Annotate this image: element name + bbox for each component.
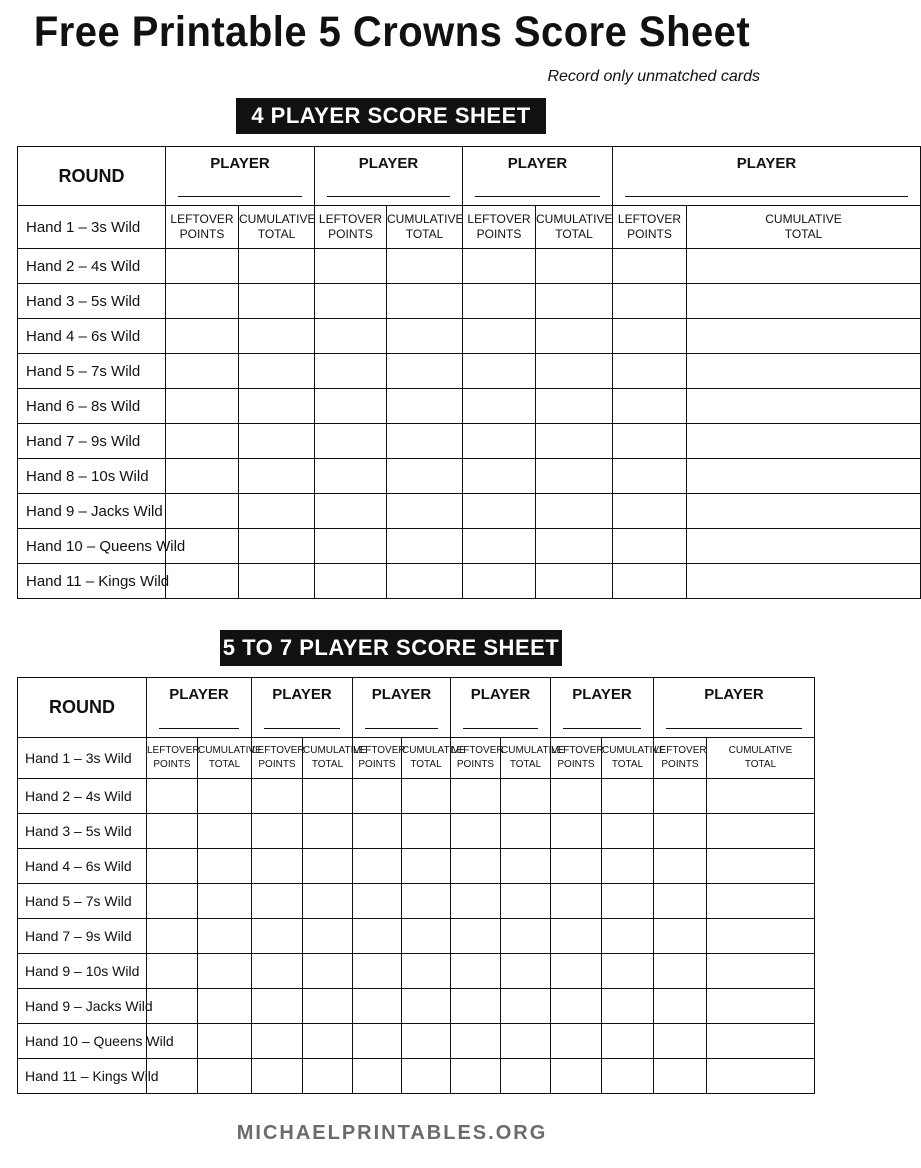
leftover-points-cell[interactable]	[252, 1024, 303, 1059]
leftover-points-header: LEFTOVER POINTS	[463, 206, 536, 249]
leftover-points-cell[interactable]	[654, 989, 707, 1024]
leftover-points-cell[interactable]	[463, 564, 536, 599]
cumulative-total-cell[interactable]	[239, 249, 315, 284]
five-to-seven-player-banner: 5 TO 7 PLAYER SCORE SHEET	[220, 630, 562, 666]
cumulative-total-cell[interactable]	[687, 389, 921, 424]
leftover-points-cell[interactable]	[654, 1024, 707, 1059]
round-label: Hand 10 – Queens Wild	[18, 1024, 147, 1059]
hand-row	[18, 779, 815, 814]
cumulative-total-cell[interactable]	[402, 814, 451, 849]
cumulative-total-cell[interactable]	[602, 814, 654, 849]
leftover-points-cell[interactable]	[451, 884, 501, 919]
cumulative-total-cell[interactable]	[536, 319, 613, 354]
cumulative-total-cell[interactable]	[402, 954, 451, 989]
cumulative-total-cell[interactable]	[501, 919, 551, 954]
cumulative-total-cell[interactable]	[501, 814, 551, 849]
cumulative-total-cell[interactable]	[602, 884, 654, 919]
cumulative-total-header: CUMULATIVE TOTAL	[239, 206, 315, 249]
leftover-points-cell[interactable]	[613, 284, 687, 319]
cumulative-total-cell[interactable]	[198, 919, 252, 954]
cumulative-total-cell[interactable]	[198, 884, 252, 919]
player-name-cell[interactable]	[463, 147, 613, 206]
leftover-points-cell[interactable]	[315, 564, 387, 599]
leftover-points-cell[interactable]	[451, 1024, 501, 1059]
cumulative-total-header: CUMULATIVE TOTAL	[501, 738, 551, 779]
round-label: Hand 9 – Jacks Wild	[18, 494, 166, 529]
hand-row	[18, 1059, 815, 1094]
leftover-points-cell[interactable]	[166, 494, 239, 529]
round-label: Hand 1 – 3s Wild	[18, 738, 147, 779]
hand-row	[18, 564, 921, 599]
round-label: Hand 10 – Queens Wild	[18, 529, 166, 564]
leftover-points-header: LEFTOVER POINTS	[451, 738, 501, 779]
cumulative-total-cell[interactable]	[402, 1059, 451, 1094]
leftover-points-cell[interactable]	[654, 1059, 707, 1094]
cumulative-total-cell[interactable]	[687, 564, 921, 599]
cumulative-total-cell[interactable]	[198, 1059, 252, 1094]
leftover-points-cell[interactable]	[551, 849, 602, 884]
cumulative-total-cell[interactable]	[687, 319, 921, 354]
cumulative-total-cell[interactable]	[198, 849, 252, 884]
leftover-points-cell[interactable]	[463, 494, 536, 529]
cumulative-total-cell[interactable]	[536, 354, 613, 389]
cumulative-total-cell[interactable]	[239, 529, 315, 564]
cumulative-total-cell[interactable]	[303, 954, 353, 989]
leftover-points-cell[interactable]	[463, 529, 536, 564]
leftover-points-cell[interactable]	[147, 849, 198, 884]
player-header-row	[18, 147, 921, 206]
hand-row	[18, 849, 815, 884]
cumulative-total-cell[interactable]	[303, 1059, 353, 1094]
cumulative-total-cell[interactable]	[707, 814, 815, 849]
leftover-points-cell[interactable]	[654, 779, 707, 814]
cumulative-total-cell[interactable]	[501, 849, 551, 884]
cumulative-total-cell[interactable]	[303, 884, 353, 919]
cumulative-total-cell[interactable]	[602, 954, 654, 989]
hand-row	[18, 249, 921, 284]
hand-row	[18, 954, 815, 989]
cumulative-total-cell[interactable]	[198, 814, 252, 849]
player-name-cell[interactable]	[166, 147, 315, 206]
leftover-points-cell[interactable]	[613, 249, 687, 284]
player-label: PLAYER	[371, 686, 432, 703]
leftover-points-cell[interactable]	[551, 1024, 602, 1059]
round-label: Hand 1 – 3s Wild	[18, 206, 166, 249]
leftover-points-cell[interactable]	[551, 954, 602, 989]
player-label: PLAYER	[169, 686, 229, 703]
leftover-points-cell[interactable]	[613, 564, 687, 599]
leftover-points-header: LEFTOVER POINTS	[166, 206, 239, 249]
leftover-points-cell[interactable]	[315, 529, 387, 564]
leftover-points-cell[interactable]	[315, 459, 387, 494]
leftover-points-cell[interactable]	[463, 389, 536, 424]
player-name-cell[interactable]	[147, 678, 252, 738]
leftover-points-cell[interactable]	[353, 919, 402, 954]
cumulative-total-cell[interactable]	[536, 459, 613, 494]
leftover-points-cell[interactable]	[451, 919, 501, 954]
leftover-points-cell[interactable]	[147, 779, 198, 814]
cumulative-total-cell[interactable]	[387, 494, 463, 529]
leftover-points-cell[interactable]	[613, 529, 687, 564]
cumulative-total-cell[interactable]	[198, 779, 252, 814]
leftover-points-cell[interactable]	[166, 354, 239, 389]
player-name-line	[625, 196, 908, 197]
cumulative-total-cell[interactable]	[303, 919, 353, 954]
leftover-points-cell[interactable]	[166, 424, 239, 459]
subtitle-note: Record only unmatched cards	[547, 68, 760, 85]
leftover-points-cell[interactable]	[315, 424, 387, 459]
player-label: PLAYER	[572, 686, 632, 703]
cumulative-total-cell[interactable]	[707, 1024, 815, 1059]
leftover-points-cell[interactable]	[551, 989, 602, 1024]
leftover-points-cell[interactable]	[451, 814, 501, 849]
leftover-points-cell[interactable]	[654, 884, 707, 919]
cumulative-total-cell[interactable]	[239, 354, 315, 389]
player-name-line	[475, 196, 600, 197]
round-label: Hand 5 – 7s Wild	[18, 354, 166, 389]
cumulative-total-cell[interactable]	[501, 1059, 551, 1094]
player-label: PLAYER	[210, 155, 270, 172]
leftover-points-cell[interactable]	[166, 459, 239, 494]
leftover-points-cell[interactable]	[147, 814, 198, 849]
round-label: Hand 4 – 6s Wild	[18, 849, 147, 884]
cumulative-total-cell[interactable]	[687, 424, 921, 459]
cumulative-total-cell[interactable]	[536, 389, 613, 424]
cumulative-total-cell[interactable]	[536, 529, 613, 564]
leftover-points-cell[interactable]	[315, 354, 387, 389]
player-name-cell[interactable]	[353, 678, 451, 738]
cumulative-total-cell[interactable]	[707, 779, 815, 814]
leftover-points-cell[interactable]	[551, 814, 602, 849]
leftover-points-header: LEFTOVER POINTS	[353, 738, 402, 779]
leftover-points-cell[interactable]	[463, 249, 536, 284]
cumulative-total-cell[interactable]	[536, 249, 613, 284]
cumulative-total-header: CUMULATIVE TOTAL	[536, 206, 613, 249]
hand-row	[18, 814, 815, 849]
leftover-points-cell[interactable]	[463, 354, 536, 389]
cumulative-total-header: CUMULATIVE TOTAL	[687, 206, 921, 249]
leftover-points-cell[interactable]	[166, 284, 239, 319]
cumulative-total-cell[interactable]	[501, 954, 551, 989]
cumulative-total-cell[interactable]	[303, 779, 353, 814]
cumulative-total-cell[interactable]	[387, 389, 463, 424]
player-name-cell[interactable]	[451, 678, 551, 738]
leftover-points-cell[interactable]	[654, 814, 707, 849]
cumulative-total-header: CUMULATIVE TOTAL	[387, 206, 463, 249]
leftover-points-header: LEFTOVER POINTS	[551, 738, 602, 779]
leftover-points-cell[interactable]	[252, 1059, 303, 1094]
cumulative-total-header: CUMULATIVE TOTAL	[602, 738, 654, 779]
round-label: Hand 9 – 10s Wild	[18, 954, 147, 989]
cumulative-total-cell[interactable]	[602, 989, 654, 1024]
cumulative-total-cell[interactable]	[707, 989, 815, 1024]
player-name-cell[interactable]	[315, 147, 463, 206]
hand-row	[18, 989, 815, 1024]
leftover-points-cell[interactable]	[252, 849, 303, 884]
leftover-points-cell[interactable]	[451, 849, 501, 884]
cumulative-total-cell[interactable]	[501, 884, 551, 919]
subheader-row	[18, 206, 921, 249]
player-name-line	[563, 728, 641, 729]
cumulative-total-cell[interactable]	[687, 354, 921, 389]
subheader-row	[18, 738, 815, 779]
leftover-points-cell[interactable]	[315, 284, 387, 319]
leftover-points-cell[interactable]	[353, 884, 402, 919]
cumulative-total-cell[interactable]	[387, 319, 463, 354]
cumulative-total-cell[interactable]	[303, 1024, 353, 1059]
player-name-line	[365, 728, 438, 729]
cumulative-total-cell[interactable]	[402, 884, 451, 919]
cumulative-total-cell[interactable]	[402, 989, 451, 1024]
round-label: Hand 7 – 9s Wild	[18, 424, 166, 459]
cumulative-total-cell[interactable]	[707, 849, 815, 884]
hand-row	[18, 284, 921, 319]
hand-row	[18, 354, 921, 389]
cumulative-total-cell[interactable]	[387, 284, 463, 319]
cumulative-total-cell[interactable]	[402, 779, 451, 814]
round-label: Hand 9 – Jacks Wild	[18, 989, 147, 1024]
cumulative-total-cell[interactable]	[198, 989, 252, 1024]
cumulative-total-cell[interactable]	[303, 814, 353, 849]
round-label: Hand 3 – 5s Wild	[18, 284, 166, 319]
cumulative-total-header: CUMULATIVE TOTAL	[303, 738, 353, 779]
leftover-points-cell[interactable]	[252, 884, 303, 919]
cumulative-total-cell[interactable]	[501, 989, 551, 1024]
four-player-score-table	[17, 146, 921, 599]
cumulative-total-cell[interactable]	[536, 424, 613, 459]
leftover-points-cell[interactable]	[353, 849, 402, 884]
hand-row	[18, 919, 815, 954]
cumulative-total-cell[interactable]	[602, 1059, 654, 1094]
player-name-line	[666, 728, 802, 729]
cumulative-total-cell[interactable]	[602, 849, 654, 884]
cumulative-total-cell[interactable]	[687, 284, 921, 319]
hand-row	[18, 884, 815, 919]
cumulative-total-cell[interactable]	[536, 284, 613, 319]
leftover-points-cell[interactable]	[613, 494, 687, 529]
leftover-points-header: LEFTOVER POINTS	[252, 738, 303, 779]
round-label: Hand 5 – 7s Wild	[18, 884, 147, 919]
leftover-points-cell[interactable]	[353, 1059, 402, 1094]
leftover-points-cell[interactable]	[166, 319, 239, 354]
hand-row	[18, 459, 921, 494]
cumulative-total-cell[interactable]	[602, 919, 654, 954]
round-label: Hand 8 – 10s Wild	[18, 459, 166, 494]
cumulative-total-cell[interactable]	[239, 424, 315, 459]
cumulative-total-cell[interactable]	[402, 849, 451, 884]
cumulative-total-cell[interactable]	[387, 564, 463, 599]
leftover-points-cell[interactable]	[451, 989, 501, 1024]
cumulative-total-cell[interactable]	[536, 564, 613, 599]
hand-row	[18, 1024, 815, 1059]
five-to-seven-player-score-table	[17, 677, 815, 1094]
cumulative-total-cell[interactable]	[402, 919, 451, 954]
cumulative-total-cell[interactable]	[707, 1059, 815, 1094]
hand-row	[18, 494, 921, 529]
leftover-points-cell[interactable]	[315, 389, 387, 424]
cumulative-total-cell[interactable]	[387, 459, 463, 494]
player-name-cell[interactable]	[252, 678, 353, 738]
leftover-points-cell[interactable]	[353, 989, 402, 1024]
player-header-row	[18, 678, 815, 738]
leftover-points-cell[interactable]	[463, 459, 536, 494]
round-label: Hand 11 – Kings Wild	[18, 564, 166, 599]
hand-row	[18, 529, 921, 564]
leftover-points-cell[interactable]	[463, 424, 536, 459]
round-label: Hand 7 – 9s Wild	[18, 919, 147, 954]
leftover-points-cell[interactable]	[166, 389, 239, 424]
cumulative-total-header: CUMULATIVE TOTAL	[198, 738, 252, 779]
page-title: Free Printable 5 Crowns Score Sheet	[33, 8, 751, 56]
cumulative-total-cell[interactable]	[239, 494, 315, 529]
hand-row	[18, 319, 921, 354]
leftover-points-cell[interactable]	[463, 319, 536, 354]
leftover-points-header: LEFTOVER POINTS	[315, 206, 387, 249]
leftover-points-cell[interactable]	[166, 564, 239, 599]
cumulative-total-cell[interactable]	[239, 284, 315, 319]
leftover-points-cell[interactable]	[353, 779, 402, 814]
leftover-points-cell[interactable]	[654, 954, 707, 989]
leftover-points-cell[interactable]	[147, 989, 198, 1024]
player-label: PLAYER	[704, 686, 764, 703]
cumulative-total-cell[interactable]	[602, 779, 654, 814]
leftover-points-cell[interactable]	[551, 779, 602, 814]
cumulative-total-cell[interactable]	[387, 529, 463, 564]
leftover-points-cell[interactable]	[451, 1059, 501, 1094]
leftover-points-cell[interactable]	[451, 954, 501, 989]
round-label: Hand 3 – 5s Wild	[18, 814, 147, 849]
cumulative-total-cell[interactable]	[707, 919, 815, 954]
cumulative-total-cell[interactable]	[707, 954, 815, 989]
cumulative-total-cell[interactable]	[387, 249, 463, 284]
leftover-points-cell[interactable]	[613, 319, 687, 354]
leftover-points-cell[interactable]	[315, 249, 387, 284]
player-label: PLAYER	[507, 155, 568, 172]
leftover-points-cell[interactable]	[613, 354, 687, 389]
leftover-points-cell[interactable]	[147, 919, 198, 954]
player-name-line	[327, 196, 450, 197]
leftover-points-cell[interactable]	[252, 779, 303, 814]
cumulative-total-cell[interactable]	[303, 849, 353, 884]
cumulative-total-cell[interactable]	[501, 779, 551, 814]
leftover-points-header: LEFTOVER POINTS	[654, 738, 707, 779]
cumulative-total-cell[interactable]	[536, 494, 613, 529]
leftover-points-cell[interactable]	[613, 459, 687, 494]
cumulative-total-cell[interactable]	[707, 884, 815, 919]
cumulative-total-header: CUMULATIVE TOTAL	[402, 738, 451, 779]
cumulative-total-cell[interactable]	[198, 954, 252, 989]
leftover-points-cell[interactable]	[315, 494, 387, 529]
round-header: ROUND	[18, 147, 166, 206]
leftover-points-cell[interactable]	[252, 814, 303, 849]
leftover-points-cell[interactable]	[613, 389, 687, 424]
cumulative-total-cell[interactable]	[687, 494, 921, 529]
leftover-points-cell[interactable]	[353, 954, 402, 989]
round-label: Hand 2 – 4s Wild	[18, 779, 147, 814]
player-name-cell[interactable]	[613, 147, 921, 206]
player-label: PLAYER	[358, 155, 419, 172]
player-name-line	[159, 728, 239, 729]
cumulative-total-header: CUMULATIVE TOTAL	[707, 738, 815, 779]
leftover-points-cell[interactable]	[613, 424, 687, 459]
leftover-points-cell[interactable]	[551, 1059, 602, 1094]
player-name-line	[463, 728, 538, 729]
cumulative-total-cell[interactable]	[402, 1024, 451, 1059]
cumulative-total-cell[interactable]	[687, 249, 921, 284]
leftover-points-cell[interactable]	[654, 849, 707, 884]
player-label: PLAYER	[470, 686, 531, 703]
four-player-banner: 4 PLAYER SCORE SHEET	[236, 98, 546, 134]
cumulative-total-cell[interactable]	[239, 319, 315, 354]
leftover-points-cell[interactable]	[451, 779, 501, 814]
round-label: Hand 4 – 6s Wild	[18, 319, 166, 354]
player-label: PLAYER	[736, 155, 797, 172]
cumulative-total-cell[interactable]	[602, 1024, 654, 1059]
leftover-points-cell[interactable]	[252, 989, 303, 1024]
leftover-points-cell[interactable]	[315, 319, 387, 354]
round-header: ROUND	[18, 678, 147, 738]
hand-row	[18, 389, 921, 424]
leftover-points-header: LEFTOVER POINTS	[147, 738, 198, 779]
leftover-points-cell[interactable]	[551, 919, 602, 954]
round-label: Hand 2 – 4s Wild	[18, 249, 166, 284]
leftover-points-cell[interactable]	[654, 919, 707, 954]
player-name-line	[178, 196, 302, 197]
round-label: Hand 6 – 8s Wild	[18, 389, 166, 424]
leftover-points-cell[interactable]	[166, 249, 239, 284]
player-name-cell[interactable]	[654, 678, 815, 738]
leftover-points-cell[interactable]	[463, 284, 536, 319]
cumulative-total-cell[interactable]	[687, 529, 921, 564]
leftover-points-cell[interactable]	[353, 1024, 402, 1059]
leftover-points-cell[interactable]	[252, 919, 303, 954]
cumulative-total-cell[interactable]	[239, 389, 315, 424]
player-label: PLAYER	[272, 686, 332, 703]
cumulative-total-cell[interactable]	[687, 459, 921, 494]
cumulative-total-cell[interactable]	[239, 564, 315, 599]
cumulative-total-cell[interactable]	[501, 1024, 551, 1059]
cumulative-total-cell[interactable]	[239, 459, 315, 494]
player-name-cell[interactable]	[551, 678, 654, 738]
cumulative-total-cell[interactable]	[198, 1024, 252, 1059]
leftover-points-header: LEFTOVER POINTS	[613, 206, 687, 249]
leftover-points-cell[interactable]	[252, 954, 303, 989]
leftover-points-cell[interactable]	[147, 884, 198, 919]
footer-website: MICHAELPRINTABLES.ORG	[236, 1122, 548, 1144]
cumulative-total-cell[interactable]	[303, 989, 353, 1024]
leftover-points-cell[interactable]	[147, 954, 198, 989]
cumulative-total-cell[interactable]	[387, 424, 463, 459]
leftover-points-cell[interactable]	[551, 884, 602, 919]
cumulative-total-cell[interactable]	[387, 354, 463, 389]
round-label: Hand 11 – Kings Wild	[18, 1059, 147, 1094]
leftover-points-cell[interactable]	[353, 814, 402, 849]
player-name-line	[264, 728, 340, 729]
hand-row	[18, 424, 921, 459]
